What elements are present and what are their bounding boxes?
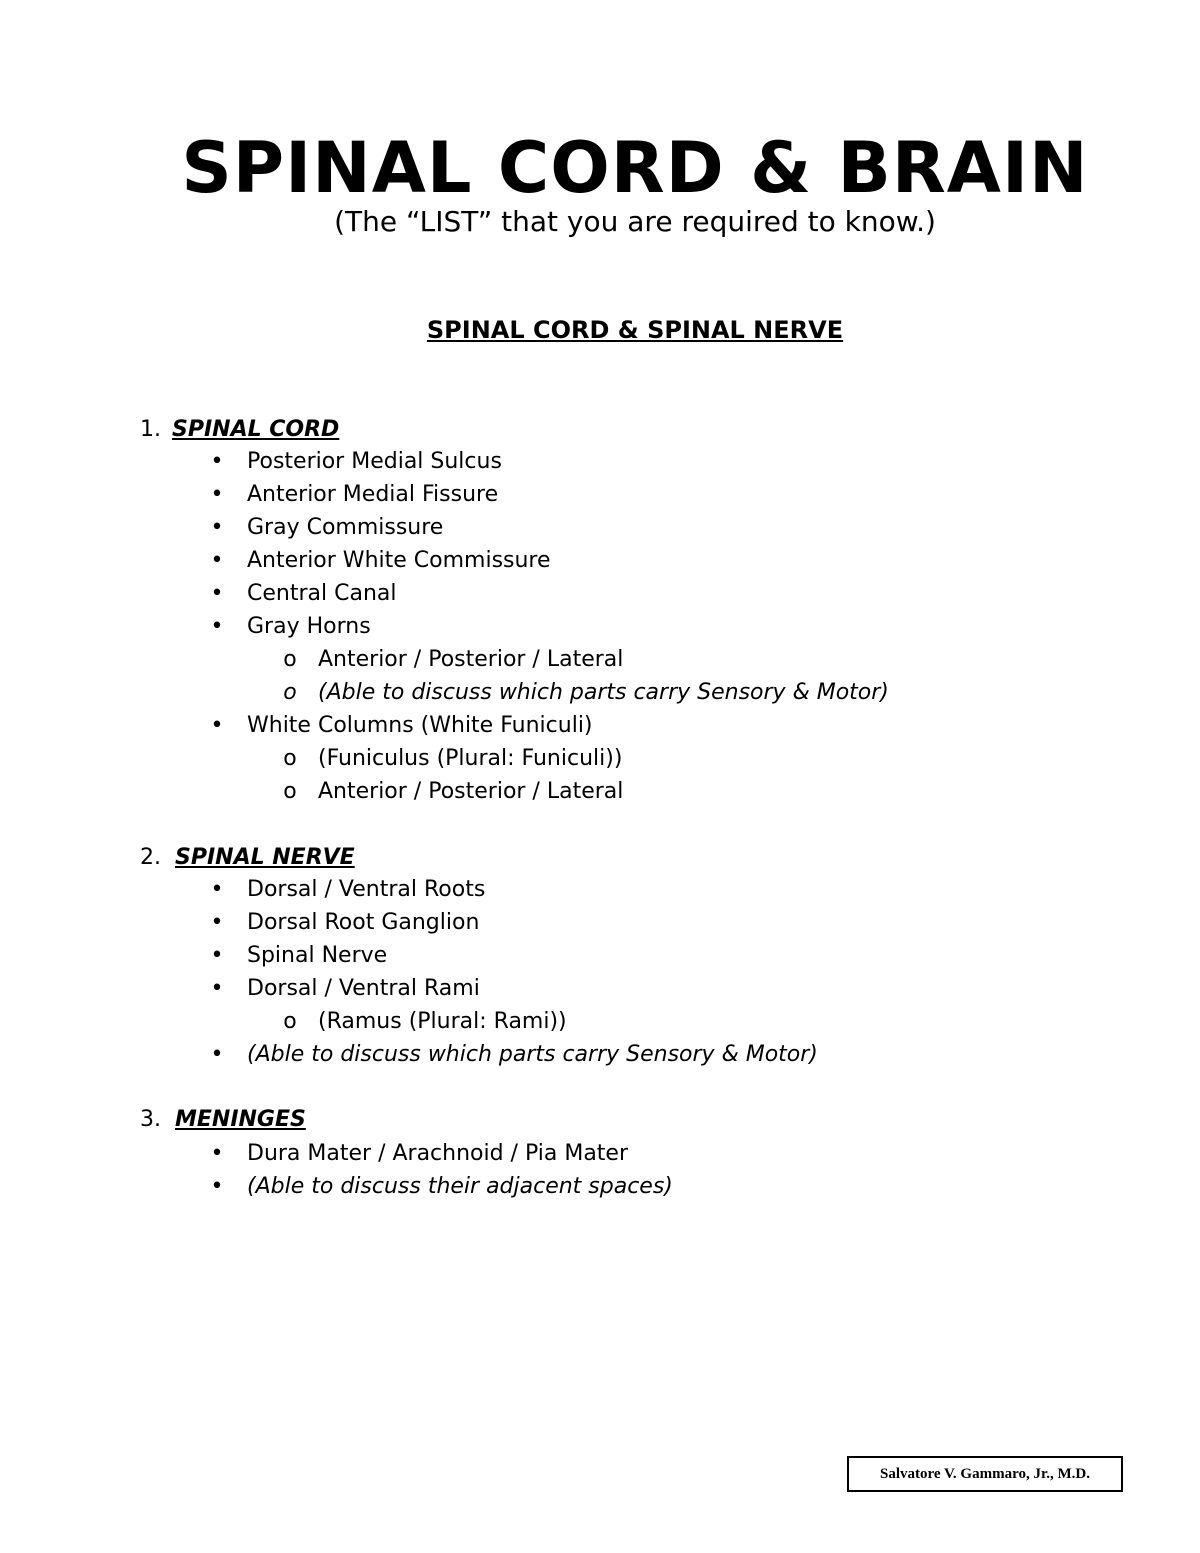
list-item-text: Anterior Medial Fissure bbox=[247, 482, 499, 507]
bullet-icon: • bbox=[210, 877, 224, 902]
list-item bbox=[0, 544, 1200, 577]
list-item bbox=[0, 1137, 1200, 1170]
circle-bullet-icon: o bbox=[283, 680, 297, 705]
section-3-label: MENINGES bbox=[175, 1107, 306, 1132]
bullet-icon: • bbox=[210, 614, 224, 639]
list-item bbox=[0, 445, 1200, 478]
circle-bullet-icon: o bbox=[283, 1009, 297, 1034]
list-item bbox=[0, 873, 1200, 906]
sub-list-item-text: (Able to discuss which parts carry Sensory & Motor) bbox=[318, 680, 889, 705]
bullet-icon: • bbox=[210, 910, 224, 935]
bullet-icon: • bbox=[210, 1141, 224, 1166]
circle-bullet-icon: o bbox=[283, 779, 297, 804]
bullet-icon: • bbox=[210, 943, 224, 968]
list-item-text: Gray Horns bbox=[247, 614, 371, 639]
list-item-text: Posterior Medial Sulcus bbox=[247, 449, 502, 474]
bullet-icon: • bbox=[210, 1042, 224, 1067]
sub-list-item bbox=[0, 1005, 1200, 1038]
sub-list-item-text: Anterior / Posterior / Lateral bbox=[318, 779, 624, 804]
bullet-icon: • bbox=[210, 581, 224, 606]
list-item-text: Anterior White Commissure bbox=[247, 548, 551, 573]
list-item-text: Dorsal / Ventral Rami bbox=[247, 976, 480, 1001]
sub-list-item bbox=[0, 742, 1200, 775]
list-item bbox=[0, 577, 1200, 610]
list-item-text: Dorsal Root Ganglion bbox=[247, 910, 480, 935]
list-item bbox=[0, 1038, 1200, 1071]
list-item-text: (Able to discuss their adjacent spaces) bbox=[247, 1174, 673, 1199]
sub-list-item-text: (Funiculus (Plural: Funiculi)) bbox=[318, 746, 623, 771]
sub-list-item bbox=[0, 643, 1200, 676]
bullet-icon: • bbox=[210, 713, 224, 738]
list-item-text: Central Canal bbox=[247, 581, 397, 606]
section-2-number: 2. bbox=[140, 845, 161, 870]
bullet-icon: • bbox=[210, 976, 224, 1001]
circle-bullet-icon: o bbox=[283, 647, 297, 672]
sub-list-item-text: Anterior / Posterior / Lateral bbox=[318, 647, 624, 672]
list-item-text: (Able to discuss which parts carry Sensory & Motor) bbox=[247, 1042, 818, 1067]
bullet-icon: • bbox=[210, 515, 224, 540]
sub-list-item bbox=[0, 676, 1200, 709]
list-item bbox=[0, 709, 1200, 742]
list-item-text: Dorsal / Ventral Roots bbox=[247, 877, 486, 902]
section-2-label: SPINAL NERVE bbox=[175, 845, 355, 870]
section-2-heading bbox=[0, 841, 1200, 874]
section-heading: SPINAL CORD & SPINAL NERVE bbox=[426, 316, 844, 344]
list-item bbox=[0, 610, 1200, 643]
list-item bbox=[0, 972, 1200, 1005]
bullet-icon: • bbox=[210, 1174, 224, 1199]
bullet-icon: • bbox=[210, 482, 224, 507]
list-item bbox=[0, 511, 1200, 544]
list-item bbox=[0, 1170, 1200, 1203]
section-3-number: 3. bbox=[140, 1107, 161, 1132]
bullet-icon: • bbox=[210, 548, 224, 573]
page-subtitle: (The “LIST” that you are required to know.) bbox=[334, 205, 936, 238]
section-1-number: 1. bbox=[140, 417, 161, 442]
circle-bullet-icon: o bbox=[283, 746, 297, 771]
sub-list-item-text: (Ramus (Plural: Rami)) bbox=[318, 1009, 567, 1034]
list-item-text: White Columns (White Funiculi) bbox=[247, 713, 593, 738]
section-3-heading bbox=[0, 1103, 1200, 1136]
author-credit: Salvatore V. Gammaro, Jr., M.D. bbox=[847, 1456, 1123, 1492]
list-item-text: Gray Commissure bbox=[247, 515, 444, 540]
list-item bbox=[0, 478, 1200, 511]
bullet-icon: • bbox=[210, 449, 224, 474]
section-1-label: SPINAL CORD bbox=[172, 417, 340, 442]
page-title: SPINAL CORD & BRAIN bbox=[181, 127, 1089, 209]
sub-list-item bbox=[0, 775, 1200, 808]
list-item bbox=[0, 939, 1200, 972]
list-item-text: Dura Mater / Arachnoid / Pia Mater bbox=[247, 1141, 629, 1166]
list-item bbox=[0, 906, 1200, 939]
list-item-text: Spinal Nerve bbox=[247, 943, 388, 968]
section-1-heading bbox=[0, 413, 1200, 446]
